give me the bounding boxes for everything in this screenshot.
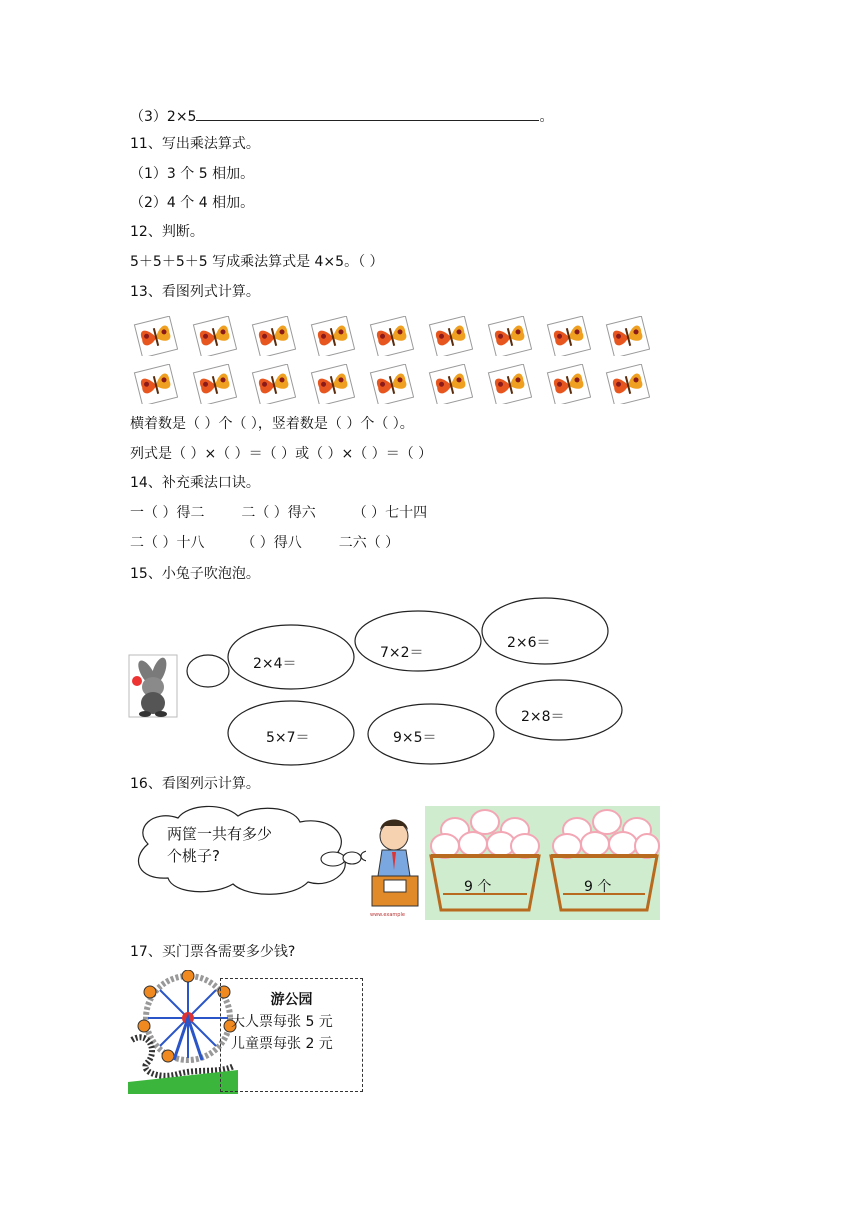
- butterfly-card-icon: [368, 364, 414, 404]
- q11-title: 11、写出乘法算式。: [130, 136, 260, 152]
- bubble-expression: 7×2＝: [380, 645, 424, 661]
- rabbit-icon: [129, 655, 177, 717]
- basket-label: 9 个: [464, 879, 492, 895]
- q14-row1-item: 二（ ）得六: [241, 505, 316, 521]
- butterfly-card-icon: [427, 316, 473, 356]
- rabbit-bubbles-figure: [125, 595, 635, 770]
- q14-row1: [130, 503, 427, 523]
- bubble-expression: 2×8＝: [521, 709, 565, 725]
- q12-title: 12、判断。: [130, 224, 204, 240]
- sign-line: 儿童票每张 2 元: [231, 1036, 333, 1052]
- butterfly-card-icon: [545, 364, 591, 404]
- ticket-price-sign: [220, 978, 363, 1092]
- q14-row1-item: （ ）七十四: [352, 505, 428, 521]
- butterfly-card-icon: [486, 364, 532, 404]
- q15-title: 15、小兔子吹泡泡。: [130, 566, 260, 582]
- q12-statement: 5＋5＋5＋5 写成乘法算式是 4×5。（ ）: [130, 254, 384, 270]
- thought-text: 两筐一共有多少 个桃子?: [167, 825, 273, 865]
- bubble-expression: 5×7＝: [266, 730, 310, 746]
- butterfly-card-icon: [604, 316, 650, 356]
- butterfly-card-icon: [309, 364, 355, 404]
- q11-item1: （1）3 个 5 相加。: [130, 166, 255, 182]
- butterfly-card-icon: [191, 364, 237, 404]
- bubble: [482, 598, 608, 664]
- butterfly-card-icon: [368, 316, 414, 356]
- q14-row2: [130, 533, 399, 553]
- butterfly-card-icon: [545, 316, 591, 356]
- q10-item3: （3）2×5 。: [130, 106, 553, 127]
- q14-row2-item: 二（ ）十八: [130, 535, 205, 551]
- butterfly-card-icon: [191, 316, 237, 356]
- q14-row2-item: （ ）得八: [241, 535, 302, 551]
- butterfly-card-icon: [486, 316, 532, 356]
- q17-title: 17、买门票各需要多少钱?: [130, 944, 296, 960]
- q16-title: 16、看图列示计算。: [130, 776, 260, 792]
- bubble: [355, 611, 481, 671]
- q14-title: 14、补充乘法口诀。: [130, 475, 260, 491]
- q13-line1: 横着数是（ ）个（ ），竖着数是（ ）个（ ）。: [130, 416, 414, 432]
- sign-line: 大人票每张 5 元: [231, 1014, 333, 1030]
- butterfly-card-icon: [132, 316, 178, 356]
- butterfly-card-icon: [132, 364, 178, 404]
- bubble-expression: 9×5＝: [393, 730, 437, 746]
- q14-row1-item: 一（ ）得二: [130, 505, 205, 521]
- q13-line2: 列式是（ ）×（ ）＝（ ）或（ ）×（ ）＝（ ）: [130, 446, 433, 462]
- butterfly-card-icon: [604, 364, 650, 404]
- q14-row2-item: 二六（ ）: [338, 535, 400, 551]
- bubble-expression: 2×4＝: [253, 656, 297, 672]
- svg-text:www.example: www.example: [370, 912, 405, 918]
- teacher-icon: [366, 806, 426, 920]
- answer-blank[interactable]: [196, 106, 539, 121]
- small-bubble: [187, 655, 229, 687]
- butterfly-card-icon: [250, 364, 296, 404]
- butterfly-card-icon: [309, 316, 355, 356]
- peach-baskets-panel: [425, 806, 660, 920]
- q13-title: 13、看图列式计算。: [130, 284, 260, 300]
- bubble-expression: 2×6＝: [507, 635, 551, 651]
- butterfly-card-grid: [132, 316, 662, 412]
- q11-item2: （2）4 个 4 相加。: [130, 195, 255, 211]
- sign-title: 游公园: [270, 992, 313, 1008]
- butterfly-card-icon: [427, 364, 473, 404]
- butterfly-card-icon: [250, 316, 296, 356]
- basket-label: 9 个: [584, 879, 612, 895]
